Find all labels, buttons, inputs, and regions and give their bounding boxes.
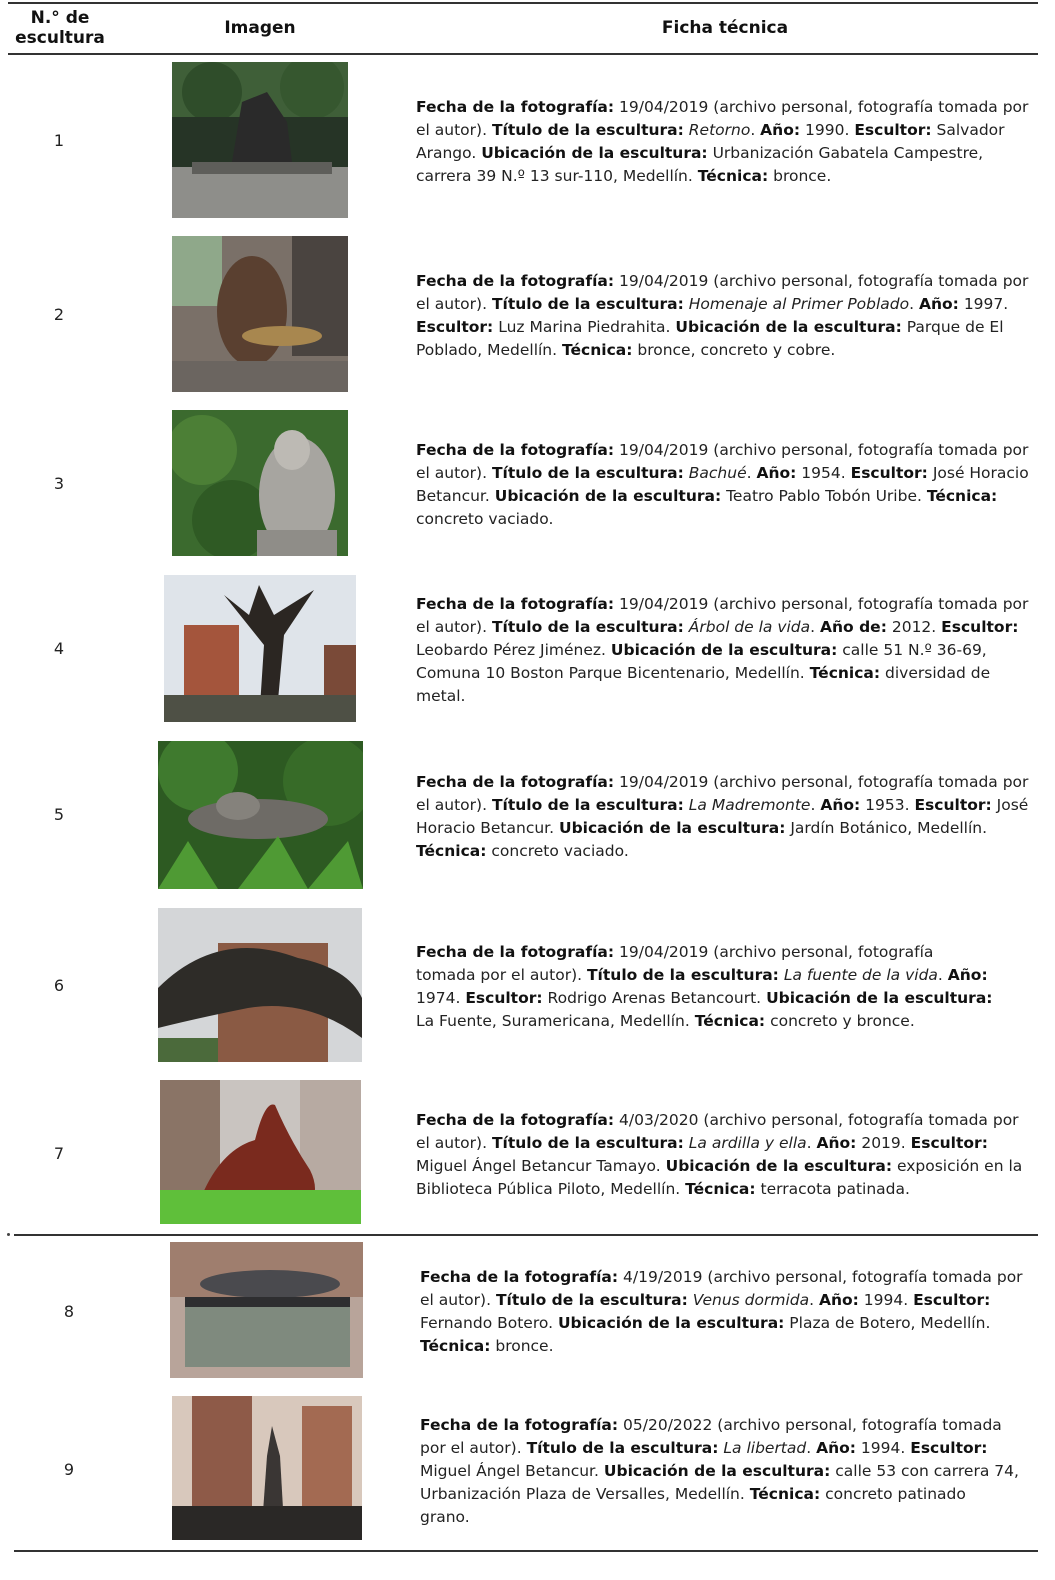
sculpture-photo-venus-dormida (170, 1242, 363, 1378)
row-number: 8 (63, 1302, 75, 1321)
stray-dot (7, 1233, 10, 1236)
row-description: Fecha de la fotografía: 19/04/2019 (archivo personal, fotografía tomada por el autor). Título de la escultura: Retorno. Año: 1990. Escultor: Salvador Arango. Ubicación de la escultura: Urbanización Gabatela Campestre, carrera 39 N.º 13 sur-110, Medellín. Técnica: bronce. (416, 98, 1029, 185)
table-bottom-rule (14, 1550, 1038, 1552)
sculpture-photo-homenaje (172, 236, 348, 392)
header-rule (8, 53, 1038, 55)
sculpture-photo-arbol-de-la-vida (164, 575, 356, 722)
header-sculpture-number: N.° de escultura (15, 8, 105, 48)
header-image: Imagen (224, 18, 296, 38)
row-number: 5 (53, 805, 65, 824)
row-number: 2 (53, 305, 65, 324)
row-number: 4 (53, 639, 65, 658)
row-number: 3 (53, 474, 65, 493)
row-number: 7 (53, 1144, 65, 1163)
sculpture-photo-la-madremonte (158, 741, 363, 889)
sculpture-photo-la-libertad (172, 1396, 362, 1540)
sculpture-photo-retorno (172, 62, 348, 218)
row-description: Fecha de la fotografía: 05/20/2022 (archivo personal, fotografía tomada por el autor). Título de la escultura: La libertad. Año: 1994. Escultor: Miguel Ángel Betancur. Ubicación de la escultura: calle 53 con carrera 74, Urbanización Plaza de Versalles, Medellín. Técnica: concreto patinado grano. (420, 1416, 1019, 1526)
row-number: 9 (63, 1460, 75, 1479)
sculpture-photo-la-ardilla-y-ella (160, 1080, 361, 1224)
sculpture-photo-bachue (172, 410, 348, 556)
row-number: 1 (53, 131, 65, 150)
row-description: Fecha de la fotografía: 19/04/2019 (archivo personal, fotografía tomada por el autor). Título de la escultura: Homenaje al Primer Poblado. Año: 1997. Escultor: Luz Marina Piedrahita. Ubicación de la escultura: Parque de El Poblado, Medellín. Técnica: bronce, concreto y cobre. (416, 272, 1029, 359)
table-top-rule (8, 2, 1038, 4)
row-description: Fecha de la fotografía: 19/04/2019 (archivo personal, fotografía tomada por el autor). Título de la escultura: La Madremonte. Año: 1953. Escultor: José Horacio Betancur. Ubicación de la escultura: Jardín Botánico, Medellín. Técnica: concreto vaciado. (416, 773, 1029, 860)
row-description: Fecha de la fotografía: 19/04/2019 (archivo personal, fotografía tomada por el autor). Título de la escultura: La fuente de la vida. Año: 1974. Escultor: Rodrigo Arenas Betancourt. Ubicación de la escultura: La Fuente, Suramericana, Medellín. Técnica: concreto y bronce. (416, 943, 993, 1030)
page-break-rule (14, 1234, 1038, 1236)
row-description: Fecha de la fotografía: 19/04/2019 (archivo personal, fotografía tomada por el autor). Título de la escultura: Bachué. Año: 1954. Escultor: José Horacio Betancur. Ubicación de la escultura: Teatro Pablo Tobón Uribe. Técnica: concreto vaciado. (416, 441, 1029, 528)
row-number: 6 (53, 976, 65, 995)
row-description: Fecha de la fotografía: 19/04/2019 (archivo personal, fotografía tomada por el autor). Título de la escultura: Árbol de la vida. Año de: 2012. Escultor: Leobardo Pérez Jiménez. Ubicación de la escultura: calle 51 N.º 36-69, Comuna 10 Boston Parque Bicentenario, Medellín. Técnica: diversidad de metal. (416, 595, 1029, 705)
sculpture-photo-la-fuente-de-la-vida (158, 908, 362, 1062)
row-description: Fecha de la fotografía: 4/19/2019 (archivo personal, fotografía tomada por el autor). Título de la escultura: Venus dormida. Año: 1994. Escultor: Fernando Botero. Ubicación de la escultura: Plaza de Botero, Medellín. Técnica: bronce. (420, 1268, 1023, 1355)
row-description: Fecha de la fotografía: 4/03/2020 (archivo personal, fotografía tomada por el autor). Título de la escultura: La ardilla y ella. Año: 2019. Escultor: Miguel Ángel Betancur Tamayo. Ubicación de la escultura: exposición en la Biblioteca Pública Piloto, Medellín. Técnica: terracota patinada. (416, 1111, 1023, 1198)
header-technical-sheet: Ficha técnica (661, 18, 789, 38)
